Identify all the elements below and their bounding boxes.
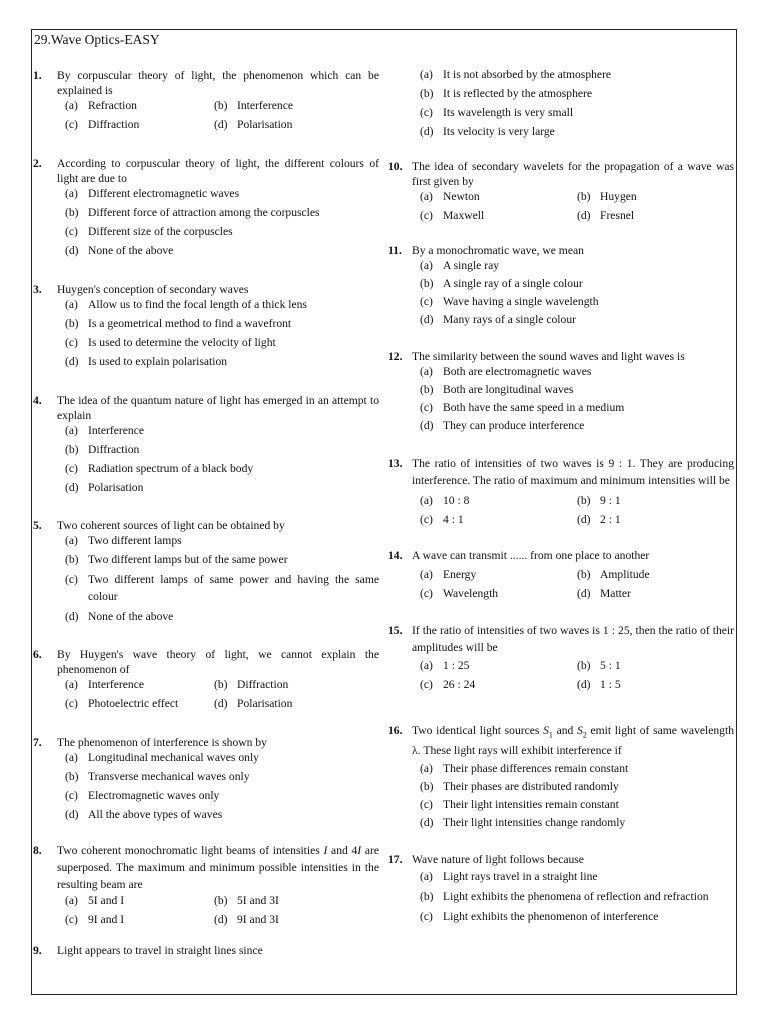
option-d: (d) Its velocity is very large	[420, 125, 555, 138]
question-number: 3.	[33, 283, 42, 296]
option-a: (a) Interference	[65, 678, 144, 691]
option-d: (d) Matter	[577, 587, 631, 600]
question-text: The idea of secondary wavelets for the propagation of a wave was first given by	[412, 160, 734, 188]
option-a: (a) Two different lamps	[65, 534, 182, 547]
option-b: (b) Is a geometrical method to find a wavefront	[65, 317, 292, 330]
question-7	[33, 735, 379, 826]
option-d: (d) All the above types of waves	[65, 808, 223, 821]
question-number: 15.	[388, 624, 403, 637]
option-c: (c) Electromagnetic waves only	[65, 789, 220, 802]
option-a: (a) Their phase differences remain constant	[420, 762, 629, 776]
option-b: (b) Different force of attraction among the corpuscles	[65, 206, 320, 219]
question-14	[388, 548, 734, 605]
option-b: (b) Two different lamps but of the same power	[65, 553, 288, 566]
question-number: 5.	[33, 519, 42, 532]
question-number: 8.	[33, 844, 42, 857]
option-d: (d) Polarisation	[65, 481, 144, 494]
option-b: (b) 5 : 1	[577, 659, 621, 672]
option-a: (a) Interference	[65, 424, 144, 437]
question-number: 1.	[33, 69, 42, 82]
option-b: (b) Transverse mechanical waves only	[65, 770, 250, 783]
question-number: 2.	[33, 157, 42, 170]
option-c: (c) Photoelectric effect	[65, 697, 179, 710]
option-a: (a) Longitudinal mechanical waves only	[65, 751, 259, 764]
question-text: According to corpuscular theory of light, the different colours of light are due to	[57, 157, 379, 185]
option-a: (a) Light rays travel in a straight line	[420, 870, 598, 884]
question-text: The idea of the quantum nature of light has emerged in an attempt to explain	[57, 394, 379, 422]
question-3	[33, 282, 379, 373]
question-12	[388, 349, 734, 436]
option-c: (c) Radiation spectrum of a black body	[65, 462, 254, 475]
question-text: Two coherent monochromatic light beams of intensities I and 4I are superposed. The maximum and minimum possible intensities in the resulting beam are	[57, 844, 379, 891]
question-number: 7.	[33, 736, 42, 749]
option-c: (c) Their light intensities remain constant	[420, 798, 619, 812]
question-text: Huygen's conception of secondary waves	[57, 283, 249, 296]
question-5	[33, 518, 379, 628]
question-15	[388, 622, 734, 696]
option-d: (d) None of the above	[65, 610, 174, 623]
option-c: (c) Both have the same speed in a medium	[420, 401, 625, 414]
option-b: (b) 5I and 3I	[214, 894, 279, 907]
question-11	[388, 243, 734, 330]
question-number: 17.	[388, 853, 403, 867]
question-17	[388, 852, 734, 928]
option-c: (c) Wave having a single wavelength	[420, 295, 599, 308]
question-text: Two coherent sources of light can be obtained by	[57, 519, 285, 532]
option-a: (a) Energy	[420, 568, 477, 581]
option-c: (c) 4 : 1	[420, 513, 464, 526]
question-text: By corpuscular theory of light, the phenomenon which can be explained is	[57, 69, 379, 97]
question-text: Two identical light sources $S_1$ and $S_2$ emit light of same wavelength λ. These light rays will exhibit interference if	[412, 724, 734, 758]
option-c: (c) Its wavelength is very small	[420, 106, 574, 119]
question-text: If the ratio of intensities of two waves is 1 : 25, then the ratio of their amplitudes will be	[412, 624, 734, 654]
option-b: (b) Diffraction	[214, 678, 289, 691]
question-6	[33, 647, 379, 715]
option-d: (d) 9I and 3I	[214, 913, 279, 926]
option-b: (b) Amplitude	[577, 568, 650, 581]
option-a: (a) 5I and I	[65, 894, 125, 907]
page-title: 29.Wave Optics-EASY	[34, 32, 160, 47]
right-column	[388, 64, 734, 928]
option-d: (d) None of the above	[65, 244, 174, 257]
option-a: (a) Different electromagnetic waves	[65, 187, 240, 200]
option-d: (d) Is used to explain polarisation	[65, 355, 228, 368]
question-9	[33, 943, 379, 958]
question-4	[33, 393, 379, 499]
left-column	[33, 64, 379, 958]
question-text: By a monochromatic wave, we mean	[412, 244, 584, 257]
question-9-options	[388, 67, 734, 143]
question-text: A wave can transmit ...... from one place to another	[412, 549, 650, 562]
question-number: 6.	[33, 648, 42, 661]
option-a: (a) Newton	[420, 190, 480, 203]
option-a: (a) Allow us to find the focal length of a thick lens	[65, 298, 307, 311]
option-b: (b) It is reflected by the atmosphere	[420, 87, 593, 100]
question-text: Wave nature of light follows because	[412, 853, 584, 867]
option-d: (d) Fresnel	[577, 209, 635, 222]
question-8	[33, 842, 379, 931]
question-number: 9.	[33, 944, 42, 957]
question-text: The similarity between the sound waves and light waves is	[412, 350, 685, 363]
option-c: (c) 26 : 24	[420, 678, 476, 691]
question-number: 14.	[388, 549, 403, 562]
option-c: (c) Diffraction	[65, 118, 140, 131]
option-d: (d) Their light intensities change randomly	[420, 816, 626, 830]
option-d: (d) 1 : 5	[577, 678, 621, 691]
question-text: The ratio of intensities of two waves is 9 : 1. They are producing interference. The ratio of maximum and minimum intensities will be	[412, 457, 734, 487]
option-b: (b) 9 : 1	[577, 494, 621, 507]
option-a: (a) 10 : 8	[420, 494, 470, 507]
question-13	[388, 456, 734, 531]
option-c: (c) 9I and I	[65, 913, 125, 926]
question-number: 10.	[388, 160, 403, 173]
question-16	[388, 723, 734, 833]
option-a: (a) It is not absorbed by the atmosphere	[420, 68, 612, 81]
option-a: (a) Refraction	[65, 99, 137, 112]
question-10	[388, 159, 734, 227]
question-text: By Huygen's wave theory of light, we cannot explain the phenomenon of	[57, 648, 379, 676]
question-number: 11.	[388, 244, 402, 257]
option-d: (d) They can produce interference	[420, 419, 585, 432]
option-b: (b) Huygen	[577, 190, 637, 203]
question-number: 12.	[388, 350, 403, 363]
option-c: (c) Wavelength	[420, 587, 499, 600]
option-d: (d) 2 : 1	[577, 513, 621, 526]
option-b: (b) A single ray of a single colour	[420, 277, 583, 290]
option-b: (b) Both are longitudinal waves	[420, 383, 574, 396]
question-2	[33, 156, 379, 262]
option-b: (b) Interference	[214, 99, 293, 112]
option-d: (d) Polarisation	[214, 118, 293, 131]
question-1	[33, 68, 379, 136]
option-c: (c) Light exhibits the phenomenon of interference	[420, 910, 659, 924]
option-b: (b) Light exhibits the phenomena of reflection and refraction	[420, 890, 709, 904]
option-b: (b) Diffraction	[65, 443, 140, 456]
option-d: (d) Polarisation	[214, 697, 293, 710]
option-c: (c) Is used to determine the velocity of light	[65, 336, 276, 349]
option-d: (d) Many rays of a single colour	[420, 313, 576, 326]
option-a: (a) Both are electromagnetic waves	[420, 365, 592, 378]
option-c: (c) Different size of the corpuscles	[65, 225, 233, 238]
option-b: (b) Their phases are distributed randomly	[420, 780, 619, 794]
question-text: The phenomenon of interference is shown by	[57, 736, 267, 749]
question-number: 4.	[33, 394, 42, 407]
question-text: Light appears to travel in straight lines since	[57, 944, 263, 957]
option-a: (a) A single ray	[420, 259, 500, 272]
question-number: 13.	[388, 457, 403, 470]
option-a: (a) 1 : 25	[420, 659, 470, 672]
question-number: 16.	[388, 724, 403, 737]
option-c: (c) Two different lamps of same power and having the same colour	[65, 573, 379, 603]
option-c: (c) Maxwell	[420, 209, 485, 222]
